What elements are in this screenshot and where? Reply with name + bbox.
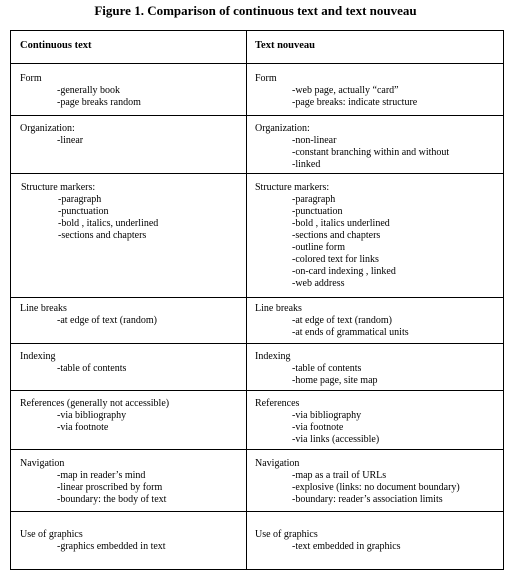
column-divider (246, 31, 247, 569)
cell-item: -boundary: reader’s association limits (292, 494, 443, 505)
text-nouveau-cell-line-breaks (255, 303, 409, 339)
cell-heading: Form (255, 73, 277, 84)
row-divider (11, 115, 503, 116)
cell-item: -table of contents (57, 363, 127, 374)
cell-item: -punctuation (292, 206, 343, 217)
row-divider (11, 343, 503, 344)
cell-heading: Line breaks (20, 303, 67, 314)
cell-item: -paragraph (292, 194, 336, 205)
continuous-text-cell-use-of-graphics (20, 529, 166, 553)
cell-heading: Use of graphics (255, 529, 318, 540)
cell-heading: Use of graphics (20, 529, 83, 540)
cell-item: -web page, actually “card” (292, 85, 399, 96)
cell-item: -at ends of grammatical units (292, 327, 409, 338)
comparison-table (10, 30, 504, 570)
cell-item: -home page, site map (292, 375, 378, 386)
text-nouveau-cell-indexing (255, 351, 378, 387)
cell-heading: Organization: (255, 123, 310, 134)
cell-heading: Navigation (255, 458, 300, 469)
cell-heading: References (generally not accessible) (20, 398, 170, 409)
cell-item: -sections and chapters (58, 230, 147, 241)
cell-item: -bold , italics underlined (292, 218, 390, 229)
cell-heading: Indexing (255, 351, 291, 362)
text-nouveau-cell-form (255, 73, 417, 109)
cell-item: -at edge of text (random) (57, 315, 157, 326)
cell-item: -via footnote (57, 422, 109, 433)
cell-item: -sections and chapters (292, 230, 381, 241)
cell-heading: Line breaks (255, 303, 302, 314)
cell-item: -constant branching within and without (292, 147, 450, 158)
continuous-text-cell-indexing (20, 351, 126, 375)
cell-heading: Structure markers: (21, 182, 96, 193)
row-divider (11, 297, 503, 298)
row-divider (11, 173, 503, 174)
cell-item: -punctuation (58, 206, 109, 217)
row-divider (11, 511, 503, 512)
row-divider (11, 390, 503, 391)
cell-item: -web address (292, 278, 345, 289)
text-nouveau-cell-references (255, 398, 379, 446)
cell-item: -via footnote (292, 422, 344, 433)
cell-item: -via links (accessible) (292, 434, 380, 445)
cell-item: -via bibliography (57, 410, 127, 421)
row-divider (11, 63, 503, 64)
continuous-text-cell-organization (20, 123, 83, 147)
cell-heading: Navigation (20, 458, 65, 469)
cell-item: -table of contents (292, 363, 362, 374)
cell-heading: Structure markers: (255, 182, 330, 193)
cell-item: -explosive (links: no document boundary) (292, 482, 460, 493)
cell-heading: Organization: (20, 123, 75, 134)
cell-item: -via bibliography (292, 410, 362, 421)
continuous-text-cell-form (20, 73, 141, 109)
continuous-text-cell-line-breaks (20, 303, 157, 327)
cell-item: -on-card indexing , linked (292, 266, 396, 277)
cell-item: -graphics embedded in text (57, 541, 166, 552)
text-nouveau-cell-use-of-graphics (255, 529, 401, 553)
continuous-text-cell-references (20, 398, 169, 434)
cell-heading: References (255, 398, 300, 409)
cell-heading: Form (20, 73, 42, 84)
cell-item: -linear (57, 135, 84, 146)
continuous-text-cell-structure-markers (21, 182, 158, 242)
cell-item: -page breaks random (57, 97, 141, 108)
cell-item: -page breaks: indicate structure (292, 97, 418, 108)
cell-item: -linear proscribed by form (57, 482, 163, 493)
cell-item: -at edge of text (random) (292, 315, 392, 326)
text-nouveau-cell-structure-markers (255, 182, 396, 290)
cell-item: -paragraph (58, 194, 102, 205)
cell-item: -map as a trail of URLs (292, 470, 387, 481)
continuous-text-cell-navigation (20, 458, 166, 506)
cell-item: -map in reader’s mind (57, 470, 146, 481)
cell-heading: Indexing (20, 351, 56, 362)
text-nouveau-cell-organization (255, 123, 449, 171)
cell-item: -bold , italics, underlined (58, 218, 159, 229)
cell-item: -outline form (292, 242, 346, 253)
cell-item: -colored text for links (292, 254, 379, 265)
cell-item: -generally book (57, 85, 121, 96)
cell-item: -linked (292, 159, 321, 170)
cell-item: -text embedded in graphics (292, 541, 401, 552)
cell-item: -non-linear (292, 135, 337, 146)
column-header-text-nouveau: Text nouveau (255, 40, 316, 51)
column-header-continuous-text: Continuous text (20, 40, 92, 51)
cell-item: -boundary: the body of text (57, 494, 167, 505)
text-nouveau-cell-navigation (255, 458, 460, 506)
figure-title: Figure 1. Comparison of continuous text and text nouveau (94, 3, 417, 18)
row-divider (11, 449, 503, 450)
